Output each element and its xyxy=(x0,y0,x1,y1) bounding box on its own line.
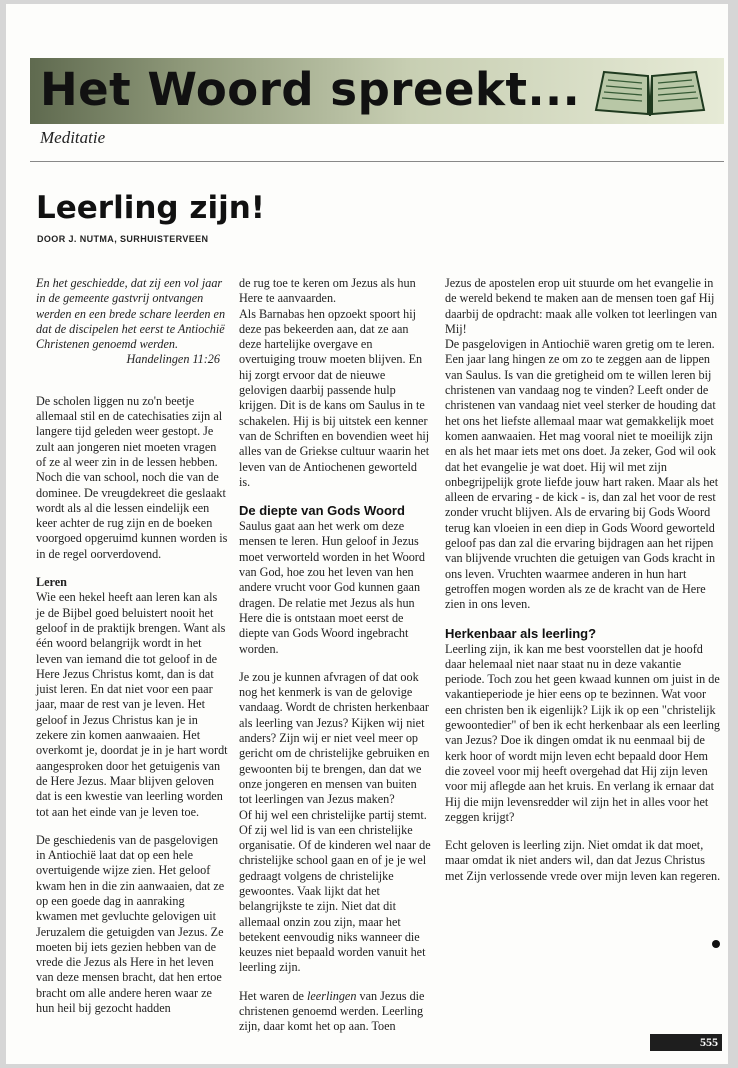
page-number xyxy=(650,1034,722,1051)
article-title: Leerling zijn! xyxy=(36,190,265,226)
column-1 xyxy=(36,276,228,1016)
section-heading-herkenbaar: Herkenbaar als leerling? xyxy=(445,625,597,641)
paragraph: De geschiedenis van de pasgelovigen in Antiochië laat dat op een hele overtuigende wijze zien. Het geloof kwam hen in die zin aanwaaien, dat ze op een goede dag in aanraking kwamen met gevluchte gelovigen uit Jeruzalem die getuigden van Jezus. Ze moeten bij iets gezien hebben van de vrede die Jezus als Here in het leven van deze mensen bracht, dat hen ertoe bracht om alle andere heren waar ze hun heil bij gezocht hadden xyxy=(36,832,225,1016)
byline: DOOR J. NUTMA, SURHUISTERVEEN xyxy=(37,234,209,244)
banner-title: Het Woord spreekt... xyxy=(40,63,581,116)
text-run: Het waren de xyxy=(239,988,308,1003)
italic-word: leerlingen xyxy=(307,988,357,1003)
section-heading-leren: Leren xyxy=(36,575,67,590)
page-number-text: 555 xyxy=(700,1035,718,1049)
page xyxy=(6,4,728,1064)
section-heading-diepte: De diepte van Gods Woord xyxy=(239,503,405,519)
column-3 xyxy=(445,276,723,884)
paragraph: Leerling zijn, ik kan me best voorstellen dat je hoofd daar helemaal niet naar staat nu in deze vakantie periode. Toch zou het geen kwaad kunnen om juist in de vakantieperiode je hier eens op te bezinnen. Wat voor een christen ben ik eigenlijk? Lijk ik op een "christelijk gewoontedier" of ben ik echt herkenbaar als een leerling van Jezus? Doe ik dingen omdat ik nu eenmaal bij de kerk hoor of wordt mijn leven echt bepaald door Hem die zoveel voor mij heeft overgehad dat Hij zijn leven voor mij aflegde aan het kruis. En verlang ik ernaar dat Hij die mijn levensredder wil zijn het in alles voor het zeggen krijgt? xyxy=(445,641,721,824)
bible-reference: Handelingen 11:26 xyxy=(126,352,220,367)
section-label: Meditatie xyxy=(40,128,106,147)
paragraph: De scholen liggen nu zo'n beetje allemaal stil en de catechisaties zijn al langere tijd geleden weer gestopt. Je zult aan jongeren niet moeten vragen of ze al weer zin in de lessen hebben. Noch die van school, noch die van de dominee. De vreugdekreet die geslaakt wordt als al die lessen eindelijk een keer achter de rug zijn en de boeken voorgoed opgeruimd kunnen worden is in de regel oorverdovend. xyxy=(36,393,228,561)
text-run: van Jezus die christenen genoemd werden. Leerling zijn, daar komt het op aan. Toen xyxy=(239,988,425,1034)
end-mark-bullet xyxy=(712,940,720,948)
paragraph: Echt geloven is leerling zijn. Niet omdat ik dat moet, maar omdat ik niet anders wil, dan dat Jezus Christus met Zijn verlossende vrede over mijn leven kan regeren. xyxy=(445,838,721,883)
paragraph: Je zou je kunnen afvragen of dat ook nog het kenmerk is van de gelovige vandaag. Wordt de christen herkenbaar als leerling van Jezus? Kijken wij niet anders? Zijn wij er niet veel meer op gericht om de christelijke gebruiken en gewoonten bij te brengen, dan dat we onze jongeren en mensen van buiten tot leerlingen van Jezus maken? Of hij wel een christelijke partij stemt. Of zij wel lid is van een christelijke organisatie. Of de kinderen wel naar de christelijke school gaan en of je je wel gedraagt volgens de christelijke gewoontes. Vaak lijkt dat het belangrijkste te zijn. Niet dat dit allemaal onzin zou zijn, maar het betekent eenvoudig niks wanneer die keuzes niet bepaald worden vanuit het leerling zijn. xyxy=(239,669,431,975)
bible-quote: En het geschiedde, dat zij een vol jaar in de gemeente gastvrij ontvangen werden en een brede schare leerden en dat de discipelen het eerst te Antiochië Christenen genoemd werden. xyxy=(36,276,226,352)
paragraph: Wie een hekel heeft aan leren kan als je de Bijbel goed beluistert nooit het geloof in de praktijk brengen. Want als één woord belangrijk wordt in het leven van iemand die tot geloof in de Here Jezus Christus komt, dan is dat juist leren. En dat niet voor een paar jaar, maar de rest van je leven. Het geloof in Jezus Christus kan je in zekere zin komen aanwaaien. Het overkomt je, doordat je in je hart wordt aangesproken door het getuigenis van de Here Jezus. Maar blijven geloven dat is een kwestie van leerling worden tot aan het einde van je leven toe. xyxy=(36,590,228,819)
divider xyxy=(30,161,724,162)
open-book-icon xyxy=(590,64,710,118)
paragraph xyxy=(239,989,431,1035)
paragraph: Jezus de apostelen erop uit stuurde om het evangelie in de wereld bekend te maken aan de mensen toen gaf Hij daarbij de opdracht: maak alle volken tot leerlingen van Mij! De pasgelovigen in Antiochië waren gretig om te leren. Een jaar lang hingen ze om zo te zeggen aan de lippen van Saulus. Is van die gretigheid om te willen leren bij christenen van vandaag nog te vinden? Leeft onder de christenen van vandaag niet veel sterker de houding dat het ons het liefste allemaal maar wat gemakkelijk moet komen aanwaaien. Het mag vooral niet te moeilijk zijn en als het maar iets met ons doet. Ja zeker, God wil ook dat het evangelie je wat doet. Hij wil met zijn onbegrijpelijk grote liefde jouw hart raken. Maar als het alleen de ervaring - de kick - is, dan zal het voor de rest zonder vrucht blijven. Als de ervaring bij Gods Woord terug kan vloeien in een diep in Gods Woord geworteld geloof pas dan zal die ervaring bijdragen aan het rijpen van blijvende vruchten die getuigen van Gods kracht in ons leven. Vruchten waarmee anderen in hun hart getroffen mogen worden als ze de kracht van de Here zien in ons leven. xyxy=(445,276,719,612)
paragraph: de rug toe te keren om Jezus als hun Here te aanvaarden. Als Barnabas hen opzoekt spoort hij deze pas bekeerden aan, dat ze aan deze hartelijke overgave en overtuiging trouw moeten blijven. En hij zorgt ervoor dat de nieuwe gelovigen daarbij passende hulp krijgen. Dit is de kans om Saulus in te schakelen. Hij is bij uitstek een kenner van de Schriften en bovendien weet hij alles van de Griekse cultuur waarin het leven van de Antiochenen geworteld is. xyxy=(239,276,430,489)
column-2 xyxy=(239,276,431,1035)
header-banner xyxy=(30,58,724,124)
paragraph: Saulus gaat aan het werk om deze mensen te leren. Hun geloof in Jezus moet verworteld worden in het Woord van God, hoe zou het leven van hen andere vrucht voor God kunnen gaan dragen. De relatie met Jezus als hun Here die is ontstaan moet eerst de diepte van Gods Woord ingebracht worden. xyxy=(239,519,425,656)
